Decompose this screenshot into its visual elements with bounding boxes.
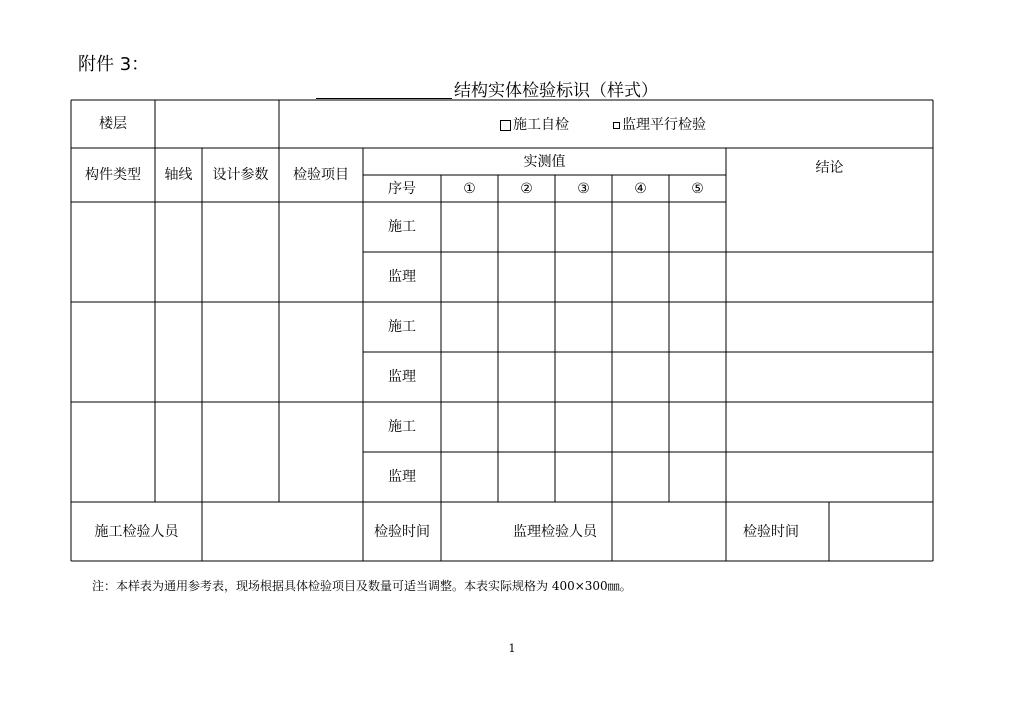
measure-col-1: ① bbox=[463, 180, 476, 197]
row-role-label: 监理 bbox=[388, 369, 416, 385]
seq-no-header: 序号 bbox=[388, 180, 416, 197]
floor-input[interactable] bbox=[156, 101, 278, 147]
form-title bbox=[316, 79, 658, 101]
row-role-label: 施工 bbox=[388, 419, 416, 435]
measure-col-4: ④ bbox=[634, 180, 647, 197]
supervision-check-option[interactable] bbox=[613, 116, 706, 134]
supervision-inspector-input[interactable] bbox=[613, 503, 725, 560]
inspection-time-input-2[interactable] bbox=[830, 503, 932, 560]
title-text: 结构实体检验标识（样式） bbox=[454, 81, 658, 101]
design-params-header: 设计参数 bbox=[212, 167, 269, 183]
footnote: 注：本样表为通用参考表，现场根据具体检验项目及数量可适当调整。本表实际规格为 400×300㎜。 bbox=[92, 579, 632, 593]
inspection-time-label-1: 检验时间 bbox=[374, 523, 430, 540]
construction-self-check-option[interactable] bbox=[500, 116, 569, 134]
row-role-label: 监理 bbox=[388, 469, 416, 485]
construction-self-check-label: 施工自检 bbox=[513, 117, 569, 133]
measure-col-5: ⑤ bbox=[691, 180, 704, 197]
component-type-header: 构件类型 bbox=[85, 167, 141, 183]
checkbox-icon[interactable] bbox=[500, 120, 511, 131]
row-role-label: 施工 bbox=[388, 319, 416, 335]
floor-label: 楼层 bbox=[99, 116, 127, 132]
checkbox-icon[interactable] bbox=[613, 122, 620, 129]
check-type-options bbox=[500, 116, 706, 134]
row-role-label: 施工 bbox=[388, 219, 416, 235]
measure-col-2: ② bbox=[520, 180, 533, 197]
conclusion-header: 结论 bbox=[815, 160, 844, 176]
title-blank-line[interactable] bbox=[316, 98, 452, 99]
page-number: 1 bbox=[508, 642, 516, 655]
measure-col-3: ③ bbox=[577, 180, 590, 197]
axis-header: 轴线 bbox=[164, 167, 193, 183]
measured-values-header: 实测值 bbox=[523, 153, 566, 170]
supervision-inspector-label: 监理检验人员 bbox=[513, 523, 597, 540]
supervision-check-label: 监理平行检验 bbox=[622, 117, 706, 133]
row-role-label: 监理 bbox=[388, 269, 416, 285]
inspection-time-input-1[interactable] bbox=[442, 503, 498, 560]
attachment-label: 附件 3： bbox=[78, 54, 150, 75]
inspection-time-label-2: 检验时间 bbox=[743, 523, 799, 540]
construction-inspector-label: 施工检验人员 bbox=[94, 523, 179, 540]
inspection-item-header: 检验项目 bbox=[293, 167, 349, 183]
construction-inspector-input[interactable] bbox=[203, 503, 362, 560]
